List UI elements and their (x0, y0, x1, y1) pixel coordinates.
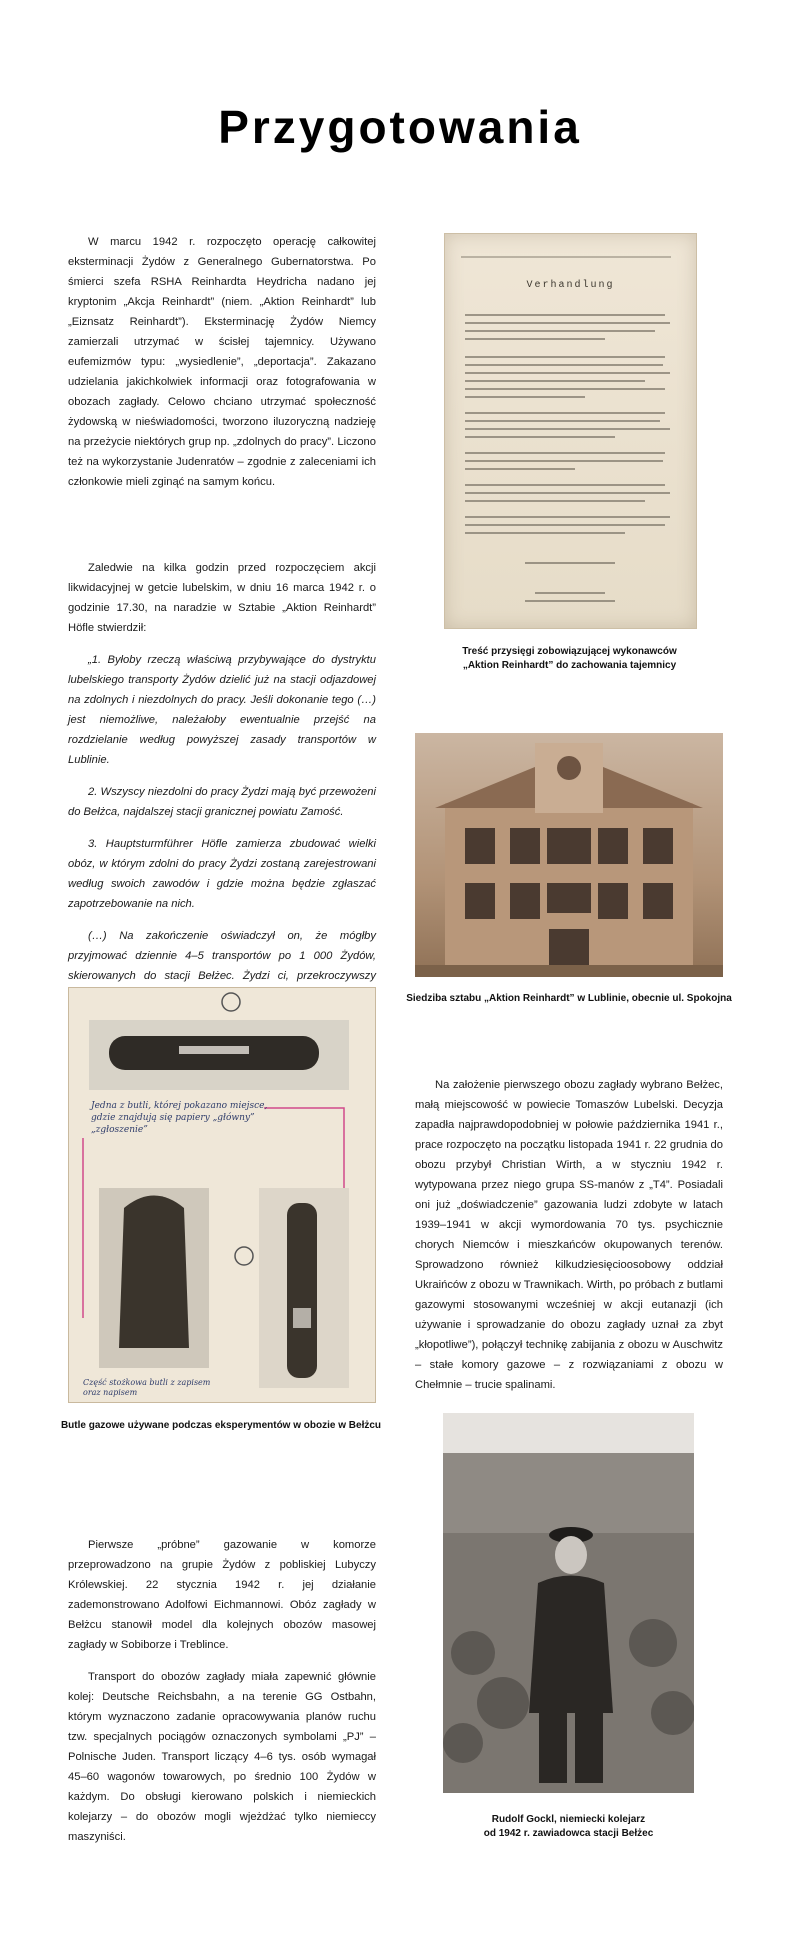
railway-worker-photo (443, 1413, 694, 1793)
quote-point-4: (…) Na zakończenie oświadczył on, że mógłby przyjmować dziennie 4–5 transportów po 1 000 Żydów, skierowanych do stacji Bełżec. Żydzi ci, przekroczywszy (68, 930, 376, 982)
document-header-text: Verhandlung (526, 280, 615, 291)
oath-caption-line-1: Treść przysięgi zobowiązującej wykonawców (462, 646, 677, 657)
belzec-text-block (415, 1075, 723, 1407)
building-illustration (415, 733, 723, 977)
handwritten-note-2: Część stożkowa butli z zapisem oraz napisem (83, 1378, 211, 1397)
page-title: Przygotowania (218, 101, 582, 153)
headquarters-caption: Siedziba sztabu „Aktion Reinhardt” w Lublinie, obecnie ul. Spokojna (406, 993, 732, 1004)
first-gassing-paragraph: Pierwsze „próbne” gazowanie w komorze przeprowadzono na grupie Żydów z pobliskiej Lubyczy Królewskiej. 22 stycznia 1942 r. jej działanie zademonstrowano Adolfowi Eichmannowi. Obóz zagłady w Bełżcu stanowił model dla kolejnych obozów masowej zagłady w Sobiborze i Treblince. (68, 1539, 376, 1651)
belzec-paragraph: Na założenie pierwszego obozu zagłady wybrano Bełżec, małą miejscowość w powiecie Tomaszów Lubelski. Decyzja zapadła najprawdopodobniej w połowie października 1941 r., prace rozpoczęto na początku listopada 1941 r. 22 grudnia do obozu przybył Christian Wirth, a w styczniu 1942 r. wytypowana przez niego grupa SS-manów z „T4”. Posiadali oni już „doświadczenie” gazowania ludzi zdobyte w latach 1939–1941 w akcji wymordowania 70 tys. psychicznie chorych Niemców i mieszkańców okupowanych terenów. Sprowadzono również kilkudziesięcioosobowy oddział Ukraińców z obozu w Trawnikach. Wirth, po próbach z butlami gazowymi stosowanymi wcześniej w akcji eutanazji (ich używanie i sprowadzanie do obozu zagłady uznał za zbyt „kłopotliwe”), połączył technikę zabijania z obozu w Auschwitz – stałe komory gazowe – z rozwiązaniami z obozu w Chełmnie – trucie spalinami. (415, 1079, 723, 1391)
intro-text-block (68, 232, 376, 504)
railway-worker-caption-line-2: od 1942 r. zawiadowca stacji Bełżec (483, 1828, 654, 1839)
hofle-quote-block (68, 558, 376, 1018)
handwritten-note-1: Jedna z butli, której pokazano miejsce, gdzie znajdują się papiery „główny” „zgłoszenie” (91, 1101, 268, 1135)
oath-caption (444, 645, 695, 673)
hofle-intro: Zaledwie na kilka godzin przed rozpoczęciem akcji likwidacyjnej w getcie lubelskim, w dniu 16 marca 1942 r. o godzinie 17.30, na naradzie w Sztabie „Aktion Reinhardt” Höfle stwierdził: (68, 562, 376, 634)
railway-worker-caption-line-1: Rudolf Gockl, niemiecki kolejarz (491, 1814, 646, 1825)
gas-cylinders-caption: Butle gazowe używane podczas eksperymentów w obozie w Bełżcu (60, 1420, 382, 1431)
gas-cylinders-illustration (69, 988, 375, 1402)
quote-point-3: 3. Hauptsturmführer Höfle zamierza zbudować wielki obóz, w którym zdolni do pracy Żydzi zostaną zarejestrowani według swoich zawodów i gdzie można będzie zgłaszać zapotrzebowanie na nich. (68, 838, 376, 910)
quote-point-1: „1. Byłoby rzeczą właściwą przybywające do dystryktu lubelskiego transporty Żydów dzielić już na stacji odjazdowej na zdolnych i niezdolnych do pracy. Jeśli dokonanie tego (…) jest niemożliwe, należałoby ewentualnie przejść na rozdzielanie według powyższej zasady transportów w Lublinie. (68, 654, 376, 766)
railway-worker-illustration (443, 1413, 694, 1793)
quote-point-2: 2. Wszyscy niezdolni do pracy Żydzi mają być przewożeni do Bełżca, najdalszej stacji granicznej powiatu Zamość. (68, 786, 376, 818)
intro-paragraph: W marcu 1942 r. rozpoczęto operację całkowitej eksterminacji Żydów z Generalnego Gubernatorstwa. Po śmierci szefa RSHA Reinhardta Heydricha nadano jej kryptonim „Akcja Reinhardt” (niem. „Aktion Reinhardt” lub „Eiznsatz Reinhardt”). Eksterminację Żydów Niemcy zamierzali utrzymać w ścisłej tajemnicy. Używano eufemizmów typu: „wysiedlenie”, „deportacja”. Zakazano udzielania jakichkolwiek informacji oraz fotografowania w obozach zagłady. Celowo chciano utrzymać społeczność żydowską w nieświadomości, tworzono iluzoryczną nadzieję na przeżycie niektórych grup np. „zdolnych do pracy”. Liczono też na wykorzystanie Judenratów – zgodnie z zaleceniami ich członkowie mieli zginąć na samym końcu. (68, 236, 376, 488)
oath-caption-line-2: „Aktion Reinhardt” do zachowania tajemnicy (462, 660, 677, 671)
gas-cylinders-photo (68, 987, 376, 1403)
railway-transport-paragraph: Transport do obozów zagłady miała zapewnić głównie kolej: Deutsche Reichsbahn, a na terenie GG Ostbahn, którym wyznaczono zadanie opracowywania planów ruchu tzw. specjalnych pociągów oznaczonych symbolami „PJ” – Polnische Juden. Transport liczący 4–6 tys. osób wymagał 45–60 wagonów towarowych, po średnio 100 Żydów w każdym. Do obsługi kierowano polskich i niemieckich kolejarzy – do obozów mogli wjeżdżać tylko niemieccy maszyniści. (68, 1671, 376, 1843)
headquarters-building-photo (415, 733, 723, 977)
gassing-transport-block (68, 1535, 376, 1859)
oath-document-photo (444, 233, 697, 629)
railway-worker-caption (420, 1813, 717, 1841)
